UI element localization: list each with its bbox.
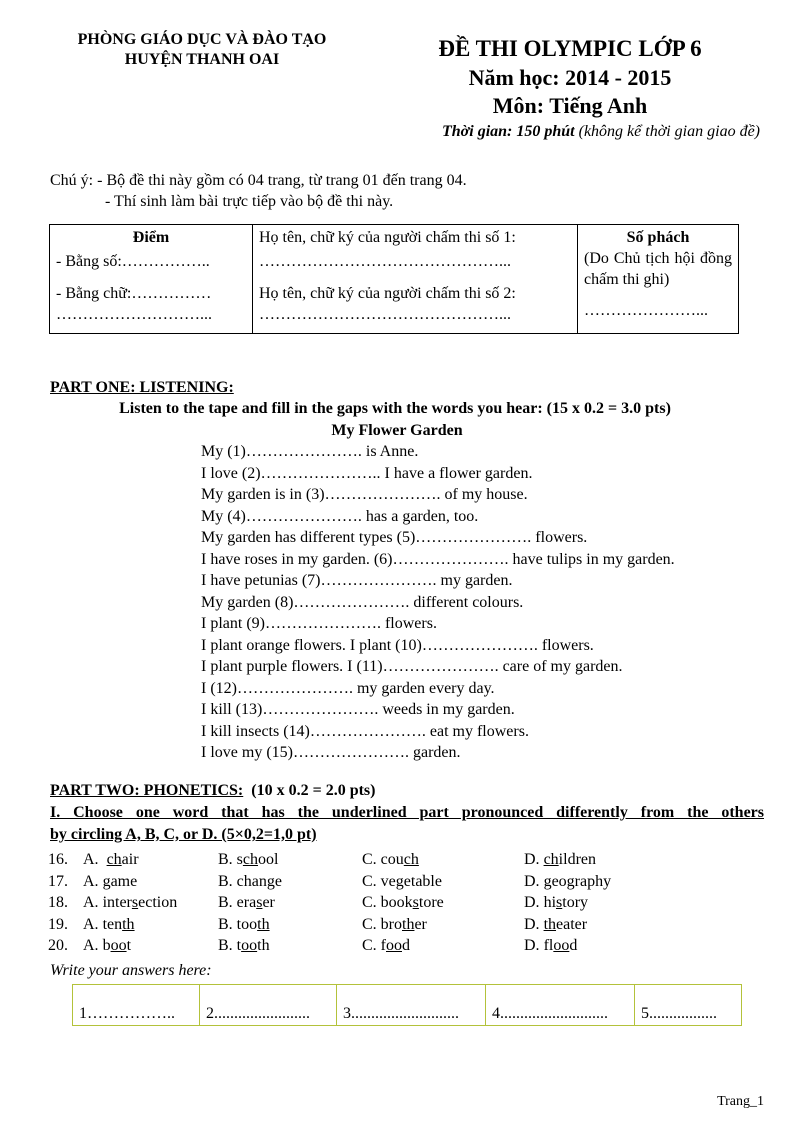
part-one-heading: PART ONE: LISTENING:: [50, 379, 234, 396]
score-in-numbers: - Bằng số:……………..: [56, 253, 210, 270]
department-line-1: PHÒNG GIÁO DỤC VÀ ĐÀO TẠO: [77, 31, 327, 48]
part-one-instruction: Listen to the tape and fill in the gaps with the words you hear: (15 x 0.2 = 3.0 pts): [119, 400, 671, 417]
part-two-heading: [50, 780, 375, 801]
word-part: ame: [110, 872, 138, 890]
word-part: ool: [258, 851, 279, 868]
option-letter: A.: [83, 851, 107, 868]
option-a[interactable]: [83, 892, 177, 914]
part-two-title: PART TWO: PHONETICS:: [50, 782, 244, 799]
option-letter: C.: [362, 937, 381, 955]
underlined-part: oo: [553, 937, 570, 955]
examiner-cell: [253, 225, 578, 334]
option-letter: D.: [524, 872, 544, 890]
answer-box[interactable]: 1……………..: [73, 985, 200, 1026]
option-c[interactable]: [362, 871, 442, 893]
examiner-2-blank: ………………………………………...: [259, 306, 511, 323]
phonetics-instruction-line-2: by circling A, B, C, or D. (5×0,2=1,0 pt): [50, 826, 317, 843]
option-letter: A.: [83, 872, 103, 890]
note-line-1: Chú ý: - Bộ đề thi này gồm có 04 trang, từ trang 01 đến trang 04.: [50, 172, 467, 189]
answer-box[interactable]: 4...........................: [486, 985, 635, 1026]
underlined-part: s: [131, 894, 139, 912]
option-letter: C.: [362, 894, 381, 912]
word-part: d: [569, 937, 578, 955]
option-letter: D.: [524, 915, 544, 933]
underlined-part: th: [402, 915, 415, 933]
option-d[interactable]: [524, 935, 577, 957]
score-in-words: - Bằng chữ:……………: [56, 285, 212, 302]
option-letter: D.: [524, 937, 544, 955]
exam-title: ĐỀ THI OLYMPIC LỚP 6: [438, 36, 702, 61]
underlined-part: ch: [106, 851, 122, 868]
score-in-words-cont: ………………………...: [56, 306, 212, 323]
poem-line: My (4)…………………. has a garden, too.: [201, 507, 479, 525]
word-part: too: [236, 915, 258, 933]
poem-line: I kill insects (14)…………………. eat my flowers.: [201, 722, 529, 740]
score-cell: [50, 225, 253, 334]
score-table: [49, 224, 739, 334]
write-answers-label: Write your answers here:: [50, 962, 212, 979]
option-letter: A.: [83, 937, 103, 955]
score-header: Điểm: [132, 229, 170, 246]
option-letter: D.: [524, 851, 544, 868]
poem-line: My garden has different types (5)…………………. flowers.: [201, 529, 588, 546]
subject: Môn: Tiếng Anh: [492, 93, 648, 118]
option-d[interactable]: [524, 871, 611, 893]
option-c[interactable]: [362, 935, 410, 957]
poem-line: I plant purple flowers. I (11)…………………. care of my garden.: [201, 658, 623, 675]
word-part: eater: [556, 915, 588, 933]
poem-line: I have roses in my garden. (6)…………………. have tulips in my garden.: [201, 550, 675, 568]
option-b[interactable]: [218, 849, 278, 871]
underlined-part: s: [256, 894, 263, 912]
examiner-2-label: Họ tên, chữ ký của người chấm thi số 2:: [259, 285, 516, 302]
option-letter: D.: [524, 894, 544, 912]
poem-line: My garden (8)…………………. different colours.: [201, 593, 524, 611]
word-part: er: [414, 915, 427, 933]
poem-line: I plant orange flowers. I plant (10)…………………. flowers.: [201, 636, 594, 654]
time-note: (không kể thời gian giao đề): [574, 123, 760, 140]
notes: [50, 170, 467, 212]
word-part: th: [257, 937, 270, 955]
option-letter: B.: [218, 851, 237, 868]
word-part: air: [121, 851, 139, 868]
option-b[interactable]: [218, 935, 270, 957]
option-a[interactable]: [83, 935, 131, 957]
word-part: er: [262, 894, 275, 912]
underlined-part: s: [412, 894, 419, 912]
option-a[interactable]: [83, 914, 135, 936]
underlined-part: oo: [386, 937, 402, 955]
option-d[interactable]: [524, 849, 596, 871]
option-b[interactable]: [218, 892, 275, 914]
underlined-part: ch: [543, 851, 559, 868]
option-letter: A.: [83, 894, 103, 912]
question-number: 19.: [48, 915, 68, 933]
word-part: hi: [543, 894, 557, 912]
option-a[interactable]: [83, 871, 137, 893]
word-part: inter: [102, 894, 132, 912]
option-letter: C.: [362, 851, 381, 868]
part-two-points: (10 x 0.2 = 2.0 pts): [243, 782, 376, 799]
note-line-2: - Thí sinh làm bài trực tiếp vào bộ đề thi này.: [105, 193, 394, 210]
option-letter: B.: [218, 915, 237, 933]
word-part: ve: [380, 872, 396, 890]
underlined-part: oo: [110, 937, 127, 955]
poem-line: My (1)…………………. is Anne.: [201, 443, 419, 460]
underlined-part: g: [102, 872, 111, 890]
time-label: Thời gian: 150 phút: [441, 123, 575, 140]
word-part: b: [102, 937, 111, 955]
question-number: 17.: [48, 872, 68, 890]
poem-line: I have petunias (7)…………………. my garden.: [201, 572, 513, 589]
poem-line: I kill (13)…………………. weeds in my garden.: [201, 701, 515, 718]
word-part: era: [236, 894, 257, 912]
word-part: tory: [562, 894, 589, 912]
option-letter: C.: [362, 915, 381, 933]
option-b[interactable]: [218, 914, 270, 936]
word-part: fl: [543, 937, 554, 955]
answer-box[interactable]: 3...........................: [337, 985, 486, 1026]
exam-header: [380, 34, 760, 144]
word-part: t: [236, 937, 242, 955]
option-c[interactable]: [362, 892, 444, 914]
underlined-part: g: [543, 872, 552, 890]
word-part: s: [236, 851, 243, 868]
word-part: ection: [138, 894, 178, 912]
code-header: Số phách: [626, 229, 690, 246]
poem: [201, 441, 675, 764]
poem-line: I (12)…………………. my garden every day.: [201, 679, 495, 697]
option-letter: B.: [218, 937, 237, 955]
word-part: t: [126, 937, 132, 955]
option-d[interactable]: [524, 892, 588, 914]
question-number: 20.: [48, 937, 68, 955]
answer-boxes: [72, 984, 742, 1026]
word-part: ten: [102, 915, 123, 933]
option-c[interactable]: [362, 849, 419, 871]
option-a[interactable]: [83, 849, 139, 871]
underlined-part: oo: [241, 937, 258, 955]
word-part: chan: [236, 872, 267, 890]
question-number: 16.: [48, 851, 68, 868]
code-blank: …………………...: [584, 302, 708, 319]
option-c[interactable]: [362, 914, 427, 936]
school-year: Năm học: 2014 - 2015: [468, 65, 672, 90]
word-part: cou: [380, 851, 404, 868]
time-allowed: [380, 120, 760, 144]
underlined-part: s: [556, 894, 563, 912]
department-header: [42, 30, 362, 70]
option-letter: C.: [362, 872, 381, 890]
option-letter: B.: [218, 894, 237, 912]
question-number: 18.: [48, 894, 68, 912]
word-part: d: [402, 937, 410, 955]
poem-line: I love my (15)…………………. garden.: [201, 744, 461, 761]
poem-line: I plant (9)…………………. flowers.: [201, 615, 437, 632]
underlined-part: th: [122, 915, 135, 933]
underlined-part: ch: [403, 851, 419, 868]
answer-box[interactable]: 2........................: [200, 985, 337, 1026]
code-cell: [578, 225, 739, 334]
option-letter: A.: [83, 915, 103, 933]
poem-line: My garden is in (3)…………………. of my house.: [201, 486, 528, 503]
examiner-1-label: Họ tên, chữ ký của người chấm thi số 1:: [259, 229, 516, 246]
page-number: Trang_1: [717, 1094, 764, 1109]
word-part: etable: [403, 872, 442, 890]
answer-box[interactable]: 5.................: [635, 985, 742, 1026]
word-part: f: [380, 937, 386, 955]
word-part: book: [380, 894, 413, 912]
word-part: tore: [418, 894, 444, 912]
poem-line: I love (2)………………….. I have a flower garden.: [201, 464, 533, 482]
option-letter: B.: [218, 872, 237, 890]
phonetics-instruction-line-1: I. Choose one word that has the underlined part pronounced differently from the others: [50, 804, 764, 821]
code-note: (Do Chủ tịch hội đồng chấm thi ghi): [584, 250, 732, 288]
underlined-part: ch: [242, 851, 259, 868]
word-part: eography: [551, 872, 612, 890]
underlined-part: th: [257, 915, 270, 933]
underlined-part: g: [266, 872, 275, 890]
examiner-1-blank: ………………………………………...: [259, 253, 511, 270]
option-d[interactable]: [524, 914, 587, 936]
department-line-2: HUYỆN THANH OAI: [124, 51, 280, 68]
poem-title: My Flower Garden: [331, 422, 463, 439]
underlined-part: th: [543, 915, 557, 933]
word-part: e: [274, 872, 282, 890]
word-part: bro: [380, 915, 402, 933]
word-part: ildren: [558, 851, 596, 868]
option-b[interactable]: [218, 871, 282, 893]
phonetics-instruction: [50, 802, 764, 846]
underlined-part: g: [395, 872, 404, 890]
